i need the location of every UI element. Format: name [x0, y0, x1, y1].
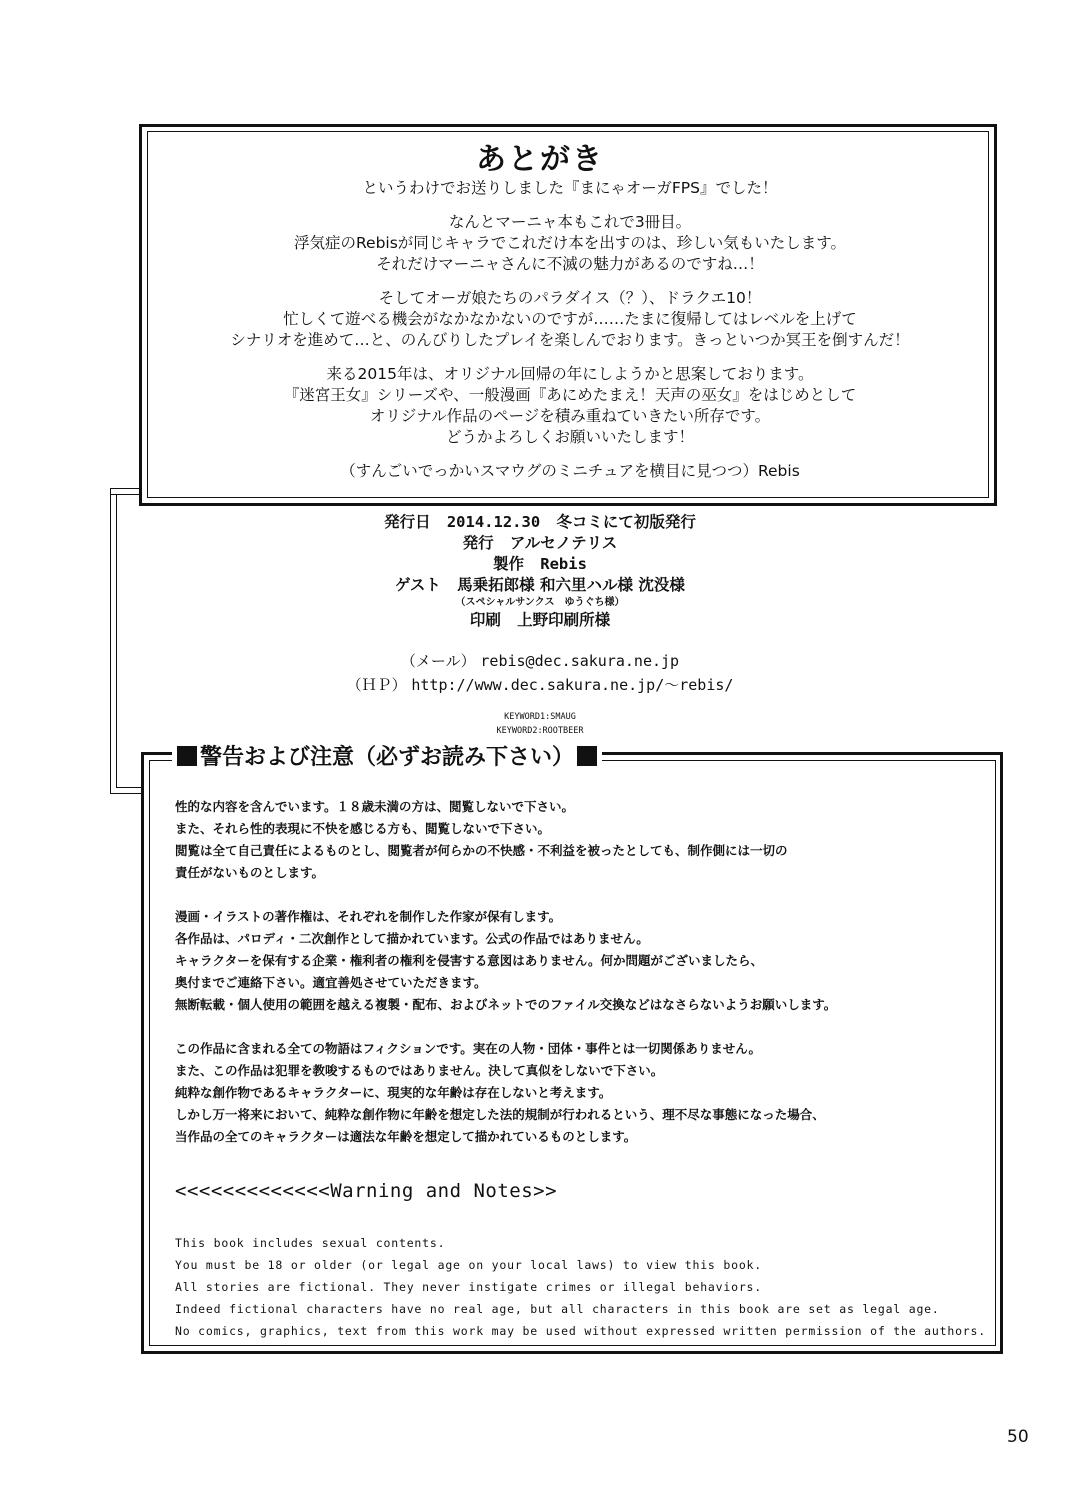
afterword-line: 来る2015年は、オリジナル回帰の年にしようかと思案しております。	[326, 365, 814, 383]
afterword-line: そしてオーガ娘たちのパラダイス（？）、ドラクエ10！	[378, 289, 762, 307]
keywords	[0, 710, 1080, 738]
colophon-publisher	[0, 533, 1080, 554]
mail-address[interactable]: rebis@dec.sakura.ne.jp	[480, 652, 680, 670]
english-warning-line: You must be 18 or older (or legal age on your local laws) to view this book.	[175, 1258, 762, 1272]
connector-line	[110, 793, 142, 794]
warning-line: 奥付までご連絡下さい。適宜善処させていただきます。	[175, 975, 487, 990]
warning-line: 当作品の全てのキャラクターは適法な年齢を想定して描かれているものとします。	[175, 1129, 637, 1144]
page-number: 50	[1007, 1427, 1029, 1447]
english-warning-body	[175, 1232, 986, 1342]
colophon-issue	[0, 512, 1080, 533]
warning-line: この作品に含まれる全ての物語はフィクションです。実在の人物・団体・事件とは一切関係ありません。	[175, 1041, 762, 1056]
hp-url[interactable]: http://www.dec.sakura.ne.jp/～rebis/	[411, 676, 734, 694]
hp-label: （ＨＰ）	[346, 676, 407, 694]
afterword-line: オリジナル作品のページを積み重ねていきたい所存です。	[369, 407, 771, 425]
afterword-line: なんとマーニャ本もこれで3冊目。	[448, 213, 692, 231]
english-warning-line: Indeed fictional characters have no real age, but all characters in this book are set as legal age.	[175, 1302, 940, 1316]
warning-heading-text: 警告および注意（必ずお読み下さい）	[200, 745, 575, 770]
keyword-1: KEYWORD1:SMAUG	[504, 712, 576, 722]
guest-label: ゲスト	[395, 576, 441, 594]
warning-line: 性的な内容を含んでいます。１８歳未満の方は、閲覧しないで下さい。	[175, 799, 575, 814]
producer-label: 製作	[493, 555, 525, 573]
warning-line: また、それら性的表現に不快を感じる方も、閲覧しないで下さい。	[175, 821, 551, 836]
colophon-printer	[0, 610, 1080, 631]
connector-line	[110, 494, 140, 495]
blank-line	[140, 448, 1000, 461]
afterword-line: どうかよろしくお願いいたします！	[445, 428, 694, 446]
producer: Rebis	[540, 555, 587, 573]
afterword-title: あとがき	[476, 142, 604, 177]
blank-line	[140, 275, 1000, 288]
issue-date: 2014.12.30	[446, 513, 541, 531]
warning-line: 閲覧は全て自己責任によるものとし、閲覧者が何らかの不快感・不利益を被ったとしても、制作側には一切の	[175, 843, 788, 858]
square-bullet-icon	[577, 746, 597, 766]
warning-body	[175, 796, 995, 1148]
afterword-line: というわけでお送りしました『まにゃオーガFPS』でした！	[362, 179, 778, 197]
colophon	[0, 512, 1080, 631]
english-warning-line: No comics, graphics, text from this work may be used without expressed written permission of the authors.	[175, 1324, 986, 1338]
blank-line	[175, 1016, 995, 1038]
issue-label: 発行日	[384, 513, 431, 531]
publisher: アルセノテリス	[509, 534, 618, 552]
english-warning-line: This book includes sexual contents.	[175, 1236, 446, 1250]
contacts	[0, 649, 1080, 697]
warning-line: 純粋な創作物であるキャラクターに、現実的な年齢は存在しないと考えます。	[175, 1085, 612, 1100]
colophon-producer	[0, 554, 1080, 575]
printer-label: 印刷	[469, 611, 501, 629]
keyword-2: KEYWORD2:ROOTBEER	[496, 726, 584, 736]
guests: 馬乗拓郎様 和六里ハル様 沈没様	[457, 576, 685, 594]
afterword-body	[140, 178, 1000, 482]
warning-line: しかし万一将来において、純粋な創作物に年齢を想定した法的規制が行われるという、理不尽な事態になった場合、	[175, 1107, 825, 1122]
warning-line: 漫画・イラストの著作権は、それぞれを制作した作家が保有します。	[175, 909, 562, 924]
printer: 上野印刷所様	[517, 611, 611, 629]
afterword-line: それだけマーニャさんに不滅の魅力があるのですね…！	[376, 255, 764, 273]
connector-line	[116, 787, 142, 788]
afterword-line: （すんごいでっかいスマウグのミニチュアを横目に見つつ）Rebis	[340, 462, 800, 480]
afterword-line: シナリオを進めて…と、のんびりしたプレイを楽しんでおります。きっといつか冥王を倒すんだ！	[230, 331, 910, 349]
blank-line	[140, 351, 1000, 364]
afterword-line: 浮気症のRebisが同じキャラでこれだけ本を出すのは、珍しい気もいたします。	[293, 234, 847, 252]
special-thanks: （スペシャルサンクス ゆうぐち様）	[455, 597, 625, 608]
mail-label: （メール）	[400, 652, 476, 670]
square-bullet-icon	[177, 746, 197, 766]
issue-note: 冬コミにて初版発行	[556, 513, 696, 531]
english-warning-heading: <<<<<<<<<<<<<Warning and Notes>>	[175, 1180, 558, 1202]
warning-line: また、この作品は犯罪を教唆するものではありません。決して真似をしないで下さい。	[175, 1063, 664, 1078]
afterword-line: 『迷宮王女』シリーズや、一般漫画『あにめたまえ！天声の巫女』をはじめとして	[283, 386, 857, 404]
warning-heading	[172, 740, 602, 776]
warning-line: 各作品は、パロディ・二次創作として描かれています。公式の作品ではありません。	[175, 931, 649, 946]
english-warning-line: All stories are fictional. They never instigate crimes or illegal behaviors.	[175, 1280, 762, 1294]
warning-line: キャラクターを保有する企業・権利者の権利を侵害する意図はありません。何か問題がございましたら、	[175, 953, 764, 968]
warning-line: 無断転載・個人使用の範囲を越える複製・配布、およびネットでのファイル交換などはなさらないようお願いします。	[175, 997, 837, 1012]
colophon-guests	[0, 575, 1080, 596]
blank-line	[140, 199, 1000, 212]
afterword-line: 忙しくて遊べる機会がなかなかないのですが……たまに復帰してはレベルを上げて	[283, 310, 857, 328]
blank-line	[175, 884, 995, 906]
connector-line	[110, 488, 140, 489]
warning-line: 責任がないものとします。	[175, 865, 325, 880]
contact-hp	[0, 673, 1080, 697]
contact-mail	[0, 649, 1080, 673]
publisher-label: 発行	[462, 534, 494, 552]
